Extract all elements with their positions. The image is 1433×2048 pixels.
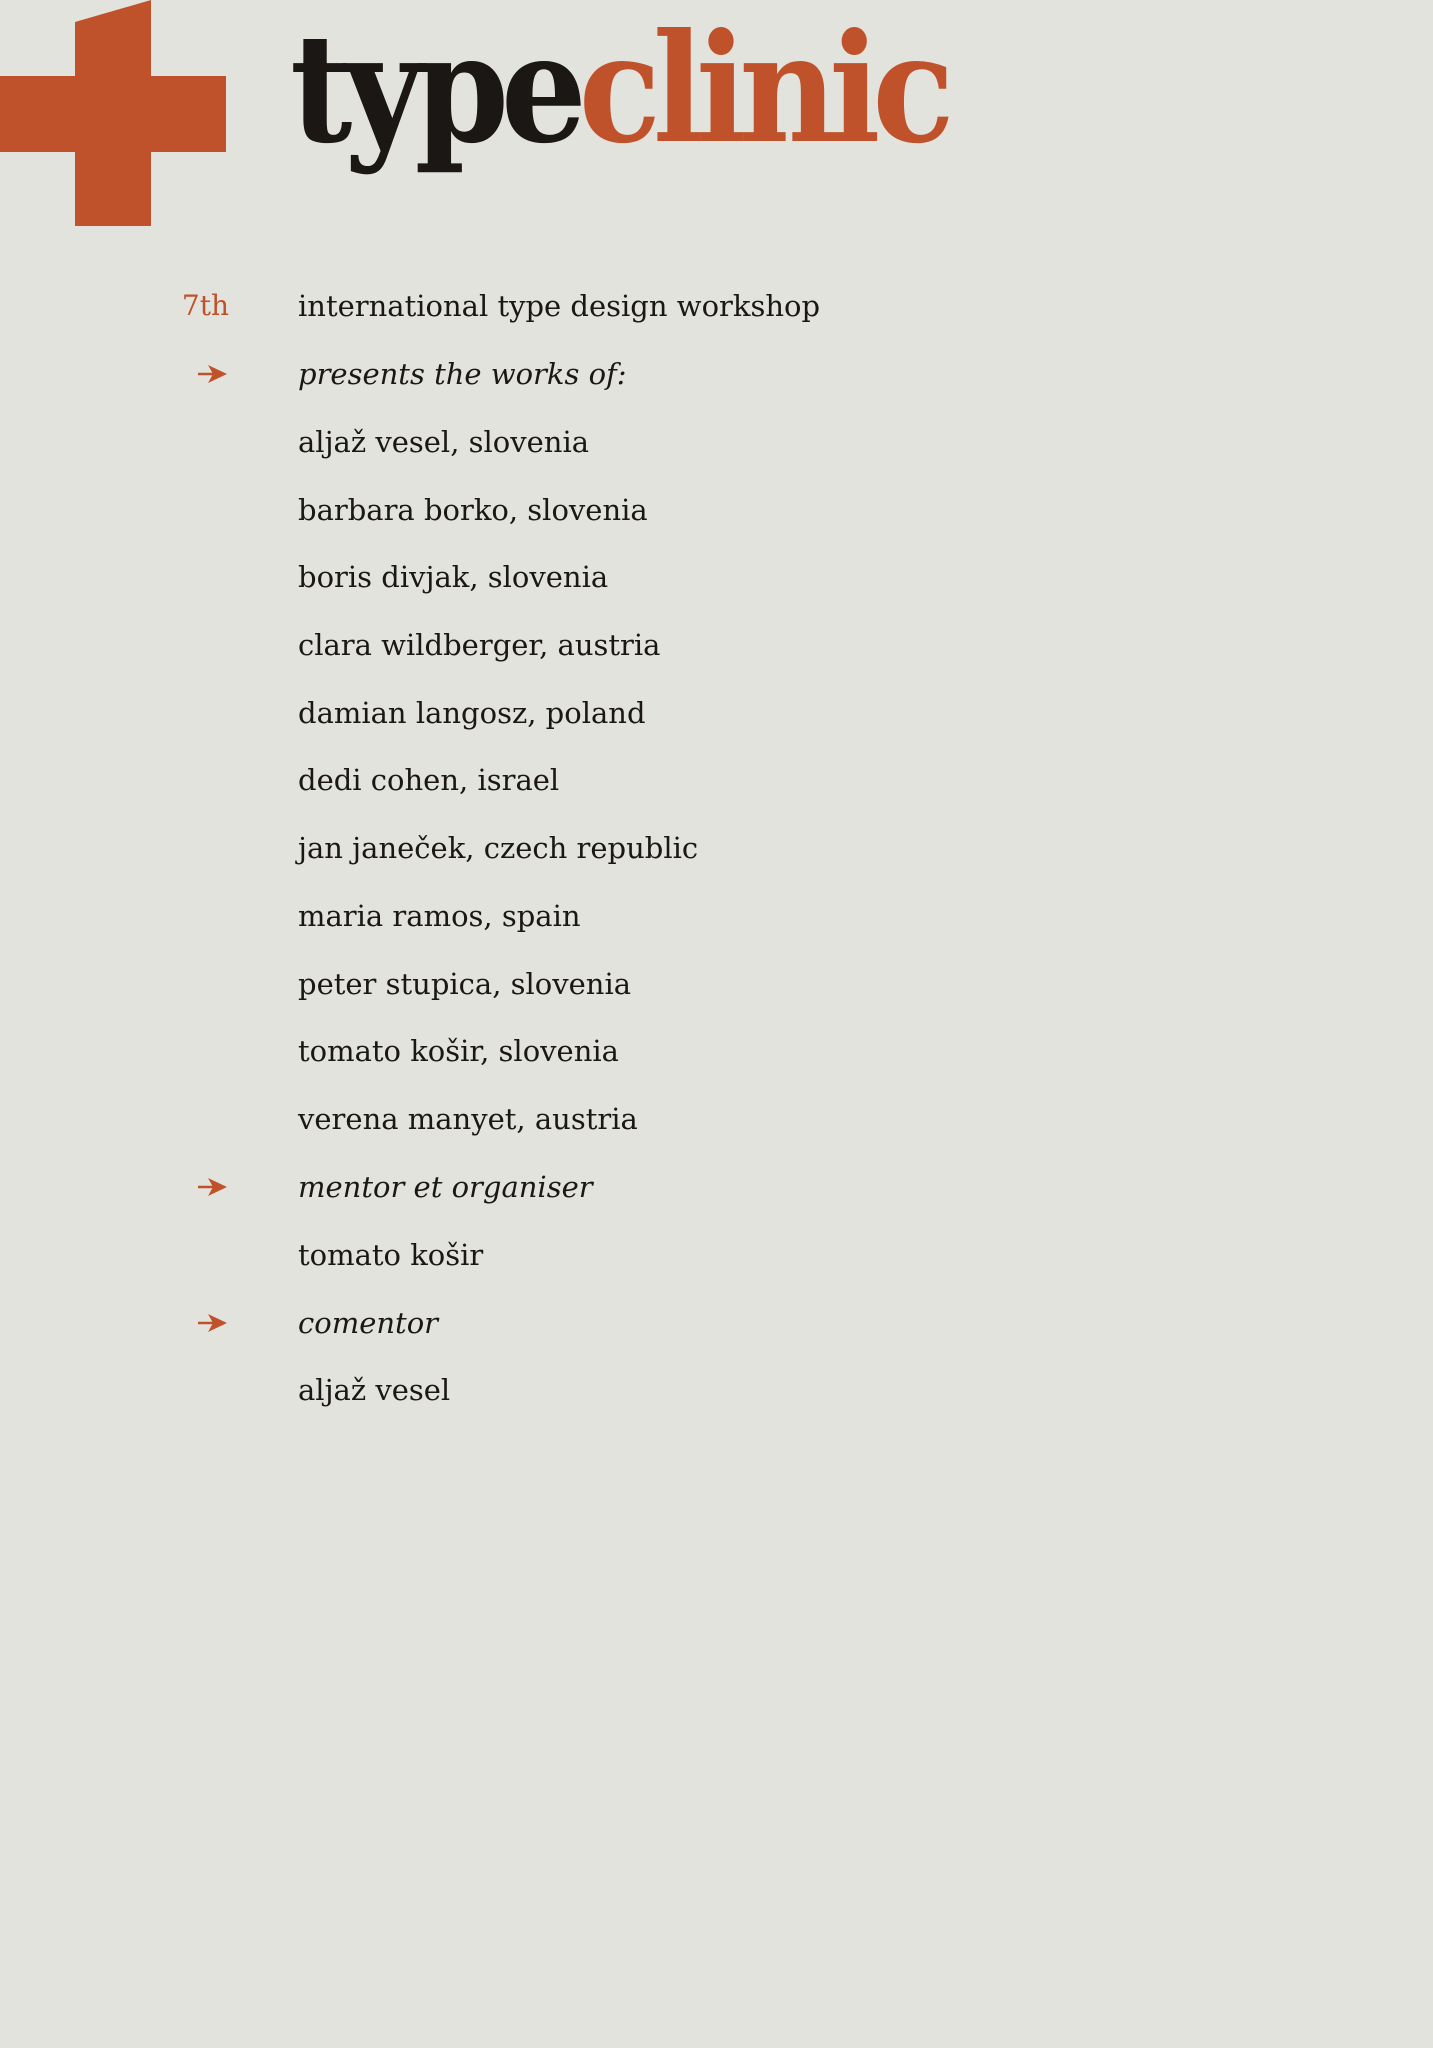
participant-item <box>0 1031 1097 1071</box>
logo-type: type <box>290 1 579 177</box>
participant-name: jan janeček, czech republic <box>298 831 699 865</box>
participant-item <box>0 422 1097 462</box>
participant-item <box>0 557 1097 597</box>
participant-name: damian langosz, poland <box>298 696 646 730</box>
mentor-label-row <box>0 1167 1097 1207</box>
participant-name: maria ramos, spain <box>298 899 581 933</box>
participant-name: dedi cohen, israel <box>298 763 560 797</box>
edition-row <box>0 286 1097 326</box>
participant-item <box>0 1099 1097 1139</box>
participant-name: tomato košir, slovenia <box>298 1034 619 1068</box>
participant-item <box>0 760 1097 800</box>
mentor-name: tomato košir <box>298 1238 484 1272</box>
participant-name: aljaž vesel, slovenia <box>298 425 590 459</box>
logo-wordmark <box>290 1 947 177</box>
comentor-label: comentor <box>298 1306 439 1340</box>
arrow-right-icon <box>196 1175 230 1199</box>
comentor-name-row <box>0 1370 1097 1410</box>
presents-label: presents the works of: <box>298 357 627 391</box>
logo-clinic: clinic <box>578 1 947 177</box>
participant-item <box>0 964 1097 1004</box>
comentor-label-row <box>0 1303 1097 1343</box>
participant-item <box>0 896 1097 936</box>
participant-name: verena manyet, austria <box>298 1102 638 1136</box>
participant-name: peter stupica, slovenia <box>298 967 632 1001</box>
presents-row <box>0 354 1097 394</box>
mentor-label: mentor et organiser <box>298 1170 593 1204</box>
comentor-name: aljaž vesel <box>298 1373 451 1407</box>
participant-name: boris divjak, slovenia <box>298 560 609 594</box>
edition-title: international type design workshop <box>298 289 821 323</box>
participant-name: barbara borko, slovenia <box>298 493 648 527</box>
participant-item <box>0 625 1097 665</box>
arrow-right-icon <box>196 362 230 386</box>
edition-number: 7th <box>181 289 229 322</box>
participant-item <box>0 693 1097 733</box>
cross-icon-notch <box>75 0 151 22</box>
cross-icon-horizontal-bar <box>0 76 226 152</box>
mentor-name-row <box>0 1235 1097 1275</box>
arrow-right-icon <box>196 1311 230 1335</box>
participant-item <box>0 828 1097 868</box>
participant-name: clara wildberger, austria <box>298 628 661 662</box>
participant-item <box>0 490 1097 530</box>
